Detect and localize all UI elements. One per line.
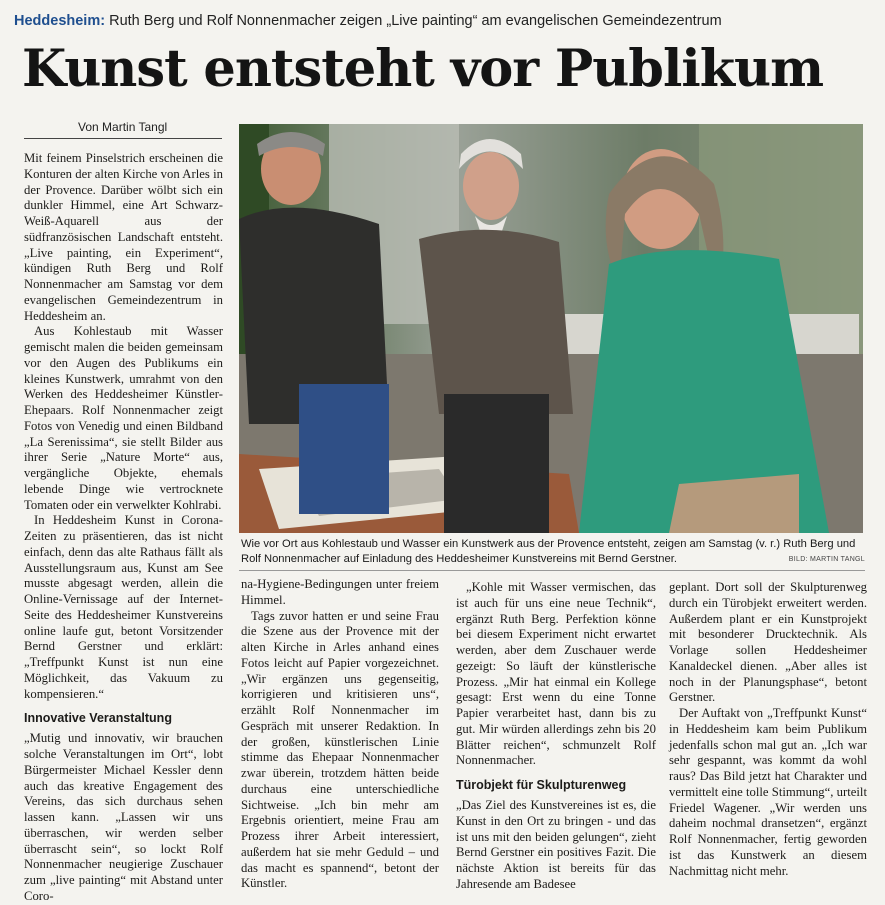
- paragraph: Mit feinem Pinselstrich erscheinen die Konturen der alten Kirche von Arles in der Provence. Darüber wölbt sich ein dunkler Himmel, eine Art Schwarz-Weiß-Aquarell aus der südfranzösischen Landschaft entsteht. „Live painting, ein Experiment“, kündigen Ruth Berg und Rolf Nonnenmacher am Samstag vor dem evangelischen Gemeindezentrum in Heddesheim an.: [24, 151, 223, 323]
- photo-credit: BILD: MARTIN TANGL: [788, 556, 865, 563]
- kicker-location: Heddesheim:: [14, 13, 106, 29]
- photo-illustration: [239, 124, 863, 533]
- byline: Von Martin Tangl: [78, 120, 168, 134]
- byline-rule: [24, 138, 222, 139]
- subheading-innovative: Innovative Veranstaltung: [24, 711, 172, 726]
- paragraph: „Kohle mit Wasser vermischen, das ist auch für uns eine neue Technik“, ergänzt Ruth Berg. Perfektion könne bei diesem Experiment nicht erwartet werden, aber dem Zuschauer werde gezeigt: So läuft der künstlerische Prozess. „Mir hat einmal ein Kollege gesagt: Erst wenn du eine Tonne Papier verarbeitet hast, dann bis zu gut. Mir würden allerdings zehn bis 20 Blätter reichen“, schmunzelt Rolf Nonnenmacher.: [456, 580, 656, 768]
- article-column-2: [241, 577, 439, 892]
- paragraph: Der Auftakt von „Treffpunkt Kunst“ in Heddesheim kam beim Publikum jedenfalls schon mal gut an. „Ich war sehr gespannt, was kommt da wohl raus? Das Bild jetzt hat Charakter und vermittelt eine tolle Stimmung“, urteilt Friedel Wagener. „Wir werden uns daheim nochmal dransetzen“, ergänzt Rolf Nonnenmacher, fertig geworden ist das Kunstwerk an diesem Nachmittag nicht mehr.: [669, 706, 867, 878]
- article-column-3: [456, 580, 656, 893]
- article-column-4: [669, 580, 867, 879]
- paragraph: „Das Ziel des Kunstvereines ist es, die Kunst in den Ort zu bringen - und das ist uns mit den beiden gelungen“, zieht Bernd Gerstner ein positives Fazit. Die nächste Aktion ist bereits für das Jahresende am Badesee: [456, 798, 656, 891]
- article-photo: [239, 124, 863, 533]
- subheading-tuerobjekt: Türobjekt für Skulpturenweg: [456, 778, 627, 792]
- headline: Kunst entsteht vor Publikum: [22, 39, 824, 99]
- paragraph: Tags zuvor hatten er und seine Frau die Szene aus der Provence mit der alten Kirche in Arles anhand eines Fotos leicht auf Papier vorgezeichnet. „Wir ergänzen uns gegenseitig, korrigieren und kritisieren uns“, erzählt Rolf Nonnenmacher im Gespräch mit unserer Redaktion. In der großen, künstlerischen Linie stimme das Ehepaar Nonnenmacher zwar überein, trotzdem hätten beide durchaus eine unterschiedliche Sichtweise. „Ich bin mehr am Ergebnis orientiert, meine Frau am Prozess ihrer Arbeit interessiert, außerdem hat sie mehr Geduld – und das macht es spannend“, betont der Künstler.: [241, 608, 439, 891]
- photo-caption: Wie vor Ort aus Kohlestaub und Wasser ein Kunstwerk aus der Provence entsteht, zeigen am Samstag (v. r.) Ruth Berg und Rolf Nonnenmacher auf Einladung des Heddesheimer Kunstvereins mit Bernd Gerstner.: [241, 538, 856, 565]
- paragraph: In Heddesheim Kunst in Corona-Zeiten zu präsentieren, das ist nicht einfach, denn das alte Rathaus fällt als Ausstellungsraum aus, Kunst am See musste abgesagt werden, allein die Online-Vernissage auf der Internet-Seite des Heddesheimer Kunstvereins online laufe gut, betont Vorsitzender Bernd Gerstner und erklärt: „Treffpunkt Kunst ist nun eine Möglichkeit, das Vakuum zu kompensieren.“: [24, 513, 223, 701]
- paragraph: na-Hygiene-Bedingungen unter freiem Himmel.: [241, 577, 439, 607]
- paragraph: „Mutig und innovativ, wir brauchen solche Veranstaltungen im Ort“, lobt Bürgermeister Michael Kessler denn auch das kreative Engagement des Vereins, das sich durchaus sehen lassen kann. „Lassen wir uns überraschen, wir werden selber überrascht sein“, so lockt Rolf Nonnenmacher neugierige Zuschauer zum „live painting“ mit Abstand unter Coro-: [24, 731, 223, 903]
- caption-rule: [239, 570, 865, 571]
- paragraph: geplant. Dort soll der Skulpturenweg durch ein Türobjekt erweitert werden. Außerdem plant er ein Kunstprojekt mit besonderer Drucktechnik. Als Vorlage sollen Heddesheimer Kanaldeckel dienen. „Aber alles ist noch in der Planungsphase“, betont Gerstner.: [669, 580, 867, 705]
- paragraph: Aus Kohlestaub mit Wasser gemischt malen die beiden gemeinsam vor den Augen des Publikums ein kleines Kunstwerk, umrahmt von den Werken des Heddesheimer Künstler-Ehepaars. Rolf Nonnenmacher zeigt Fotos von Venedig und einen Bildband „La Serenissima“, sie stellt Bilder aus ihrer Serie „Nature Morte“ aus, vergängliche Objekte, ehemals lebende Dinge wie vertrocknete Tomaten oder ein verwelkter Kohlrabi.: [24, 324, 223, 512]
- article-column-1: [24, 151, 223, 905]
- kicker-text: Ruth Berg und Rolf Nonnenmacher zeigen „Live painting“ am evangelischen Gemeindezentrum: [109, 13, 722, 29]
- kicker-line: [14, 12, 874, 30]
